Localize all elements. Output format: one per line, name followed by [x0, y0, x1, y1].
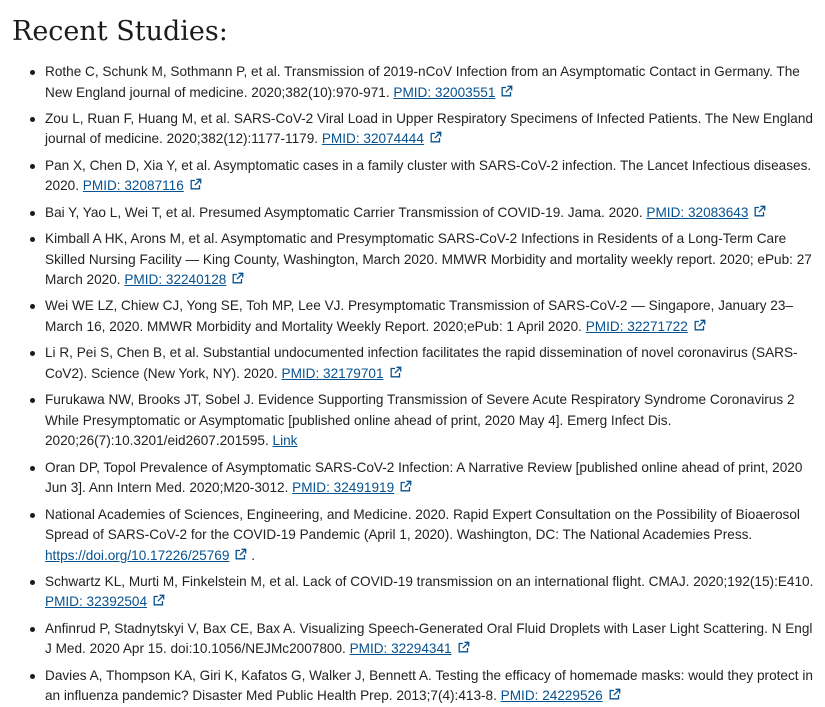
- reference-item: [30, 390, 815, 452]
- reference-item: [30, 505, 815, 567]
- citation-text: Bai Y, Yao L, Wei T, et al. Presumed Asymptomatic Carrier Transmission of COVID-19. Jama. 2020.: [45, 204, 647, 220]
- citation-text: Zou L, Ruan F, Huang M, et al. SARS-CoV-2 Viral Load in Upper Respiratory Specimens of Infected Patients. The New England journal of medicine. 2020;382(12):1177-1179.: [45, 110, 813, 147]
- bullet-icon: [30, 466, 35, 471]
- bullet-icon: [30, 674, 35, 679]
- bullet-icon: [30, 580, 35, 585]
- citation-trailing-text: .: [247, 547, 255, 563]
- pmid-link[interactable]: PMID: 32491919: [292, 480, 395, 496]
- citation-text: Pan X, Chen D, Xia Y, et al. Asymptomatic cases in a family cluster with SARS-CoV-2 infection. The Lancet Infectious diseases. 2020.: [45, 157, 812, 194]
- pmid-link[interactable]: PMID: 32240128: [124, 272, 227, 288]
- pmid-link[interactable]: PMID: 32074444: [321, 131, 424, 147]
- external-link-icon[interactable]: [389, 366, 402, 379]
- bullet-icon: [30, 513, 35, 518]
- external-link-icon[interactable]: [189, 178, 202, 191]
- doi-link[interactable]: https://doi.org/10.17226/25769: [45, 547, 230, 563]
- citation-text: Davies A, Thompson KA, Giri K, Kafatos G, Walker J, Bennett A. Testing the efficacy of homemade masks: would they protect in an influenza pandemic? Disaster Med Public Health Prep. 2013;7(4):413-8.: [45, 667, 813, 704]
- citation-text: National Academies of Sciences, Engineering, and Medicine. 2020. Rapid Expert Consultation on the Possibility of Bioaerosol Spread of SARS-CoV-2 for the COVID-19 Pandemic (April 1, 2020). Washington, DC: The National Academies Press.: [45, 506, 800, 543]
- external-link-icon[interactable]: [234, 548, 247, 561]
- pmid-link[interactable]: PMID: 32003551: [393, 84, 496, 100]
- external-link-icon[interactable]: [429, 131, 442, 144]
- bullet-icon: [30, 70, 35, 75]
- pmid-link[interactable]: PMID: 32392504: [45, 594, 148, 610]
- pmid-link[interactable]: PMID: 24229526: [500, 688, 603, 704]
- reference-item: [30, 62, 815, 103]
- source-link[interactable]: Link: [272, 433, 298, 449]
- bullet-icon: [30, 237, 35, 242]
- pmid-link[interactable]: PMID: 32271722: [585, 318, 688, 334]
- bullet-icon: [30, 164, 35, 169]
- citation-text: Furukawa NW, Brooks JT, Sobel J. Evidence Supporting Transmission of Severe Acute Respiratory Syndrome Coronavirus 2 While Presymptomatic or Asymptomatic [published online ahead of print, 2020 May 4]. Emerg Infect Dis. 2020;26(7):10.3201/eid2607.201595.: [45, 392, 795, 449]
- citation-text: Oran DP, Topol Prevalence of Asymptomatic SARS-CoV-2 Infection: A Narrative Review [published online ahead of print, 2020 Jun 3]. Ann Intern Med. 2020;M20-3012.: [45, 459, 803, 496]
- external-link-icon[interactable]: [399, 480, 412, 493]
- pmid-link[interactable]: PMID: 32179701: [281, 365, 384, 381]
- bullet-icon: [30, 117, 35, 122]
- reference-item: [30, 156, 815, 197]
- reference-item: [30, 343, 815, 384]
- pmid-link[interactable]: PMID: 32294341: [349, 641, 452, 657]
- reference-item: [30, 619, 815, 660]
- external-link-icon[interactable]: [693, 319, 706, 332]
- reference-item: [30, 458, 815, 499]
- bullet-icon: [30, 351, 35, 356]
- reference-item: [30, 666, 815, 707]
- reference-item: [30, 109, 815, 150]
- bullet-icon: [30, 398, 35, 403]
- reference-item: [30, 203, 815, 224]
- external-link-icon[interactable]: [231, 272, 244, 285]
- citation-text: Rothe C, Schunk M, Sothmann P, et al. Transmission of 2019-nCoV Infection from an Asymptomatic Contact in Germany. The New England journal of medicine. 2020;382(10):970-971.: [45, 64, 800, 100]
- citation-text: Wei WE LZ, Chiew CJ, Yong SE, Toh MP, Lee VJ. Presymptomatic Transmission of SARS-CoV-2 — Singapore, January 23–March 16, 2020. MMWR Morbidity and Mortality Weekly Report. 2020;ePub: 1 April 2020.: [45, 298, 793, 334]
- reference-item: [30, 296, 815, 337]
- pmid-link[interactable]: PMID: 32087116: [82, 178, 184, 194]
- external-link-icon[interactable]: [753, 205, 766, 218]
- external-link-icon[interactable]: [152, 594, 165, 607]
- bullet-icon: [30, 211, 35, 216]
- section-heading: Recent Studies:: [12, 16, 228, 47]
- bullet-icon: [30, 304, 35, 309]
- external-link-icon[interactable]: [500, 85, 513, 98]
- citation-text: Anfinrud P, Stadnytskyi V, Bax CE, Bax A. Visualizing Speech-Generated Oral Fluid Droplets with Laser Light Scattering. N Engl J Med. 2020 Apr 15. doi:10.1056/NEJMc2007800.: [45, 620, 813, 657]
- citation-text: Li R, Pei S, Chen B, et al. Substantial undocumented infection facilitates the rapid dissemination of novel coronavirus (SARS-CoV2). Science (New York, NY). 2020.: [45, 345, 798, 381]
- pmid-link[interactable]: PMID: 32083643: [646, 204, 749, 220]
- reference-item: [30, 229, 815, 291]
- external-link-icon[interactable]: [608, 688, 621, 701]
- external-link-icon[interactable]: [457, 641, 470, 654]
- reference-list: [12, 62, 815, 707]
- citation-text: Kimball A HK, Arons M, et al. Asymptomatic and Presymptomatic SARS-CoV-2 Infections in Residents of a Long-Term Care Skilled Nursing Facility — King County, Washington, March 2020. MMWR Morbidity and mortality weekly report. 2020; ePub: 27 March 2020.: [45, 231, 812, 288]
- reference-item: [30, 572, 815, 613]
- citation-text: Schwartz KL, Murti M, Finkelstein M, et al. Lack of COVID-19 transmission on an international flight. CMAJ. 2020;192(15):E410.: [45, 573, 814, 589]
- bullet-icon: [30, 627, 35, 632]
